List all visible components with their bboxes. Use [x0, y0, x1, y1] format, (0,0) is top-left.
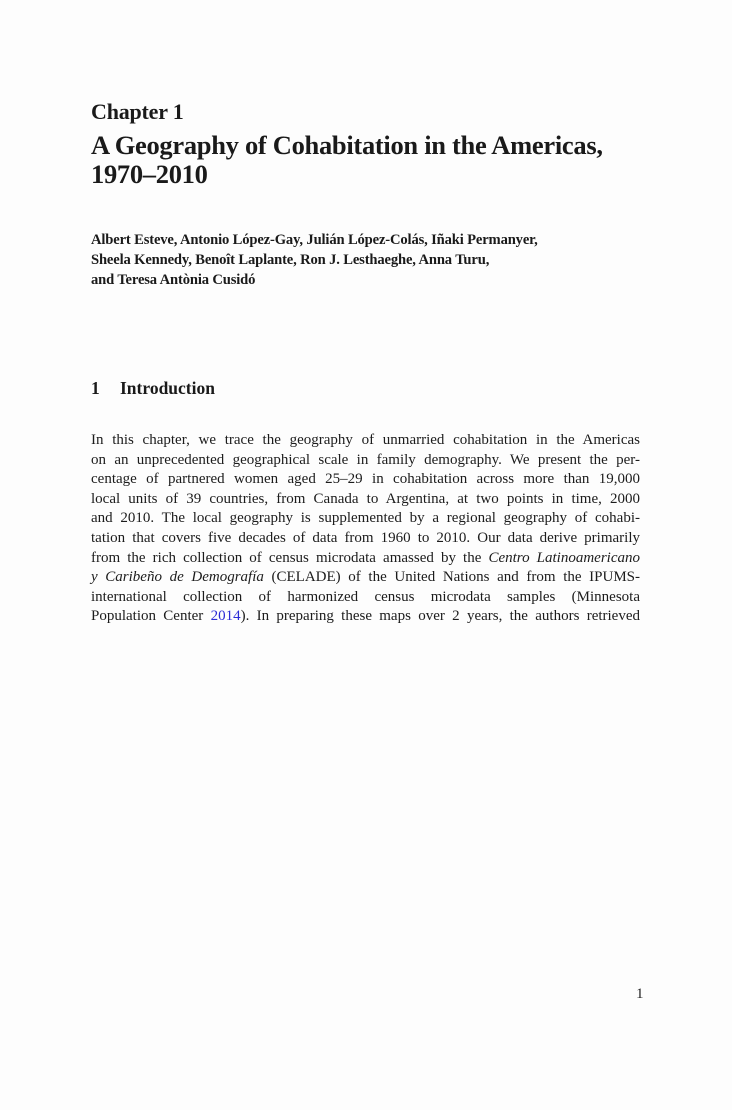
institution-name-italic: Centro Latinoamericano: [488, 549, 640, 566]
chapter-title-line-2: 1970–2010: [91, 158, 208, 189]
author-line-3: and Teresa Antònia Cusidó: [91, 272, 256, 288]
body-line: and 2010. The local geography is supplemented by a regional geography of cohabi-: [91, 510, 640, 527]
body-text-run: from the rich collection of census microdata amassed by the: [91, 549, 489, 566]
author-line-2: Sheela Kennedy, Benoît Laplante, Ron J. Lesthaeghe, Anna Turu,: [91, 252, 490, 268]
chapter-title: [91, 131, 671, 188]
body-line: [91, 568, 640, 588]
body-line: on an unprecedented geographical scale in family demography. We present the per-: [91, 451, 640, 468]
body-line: [91, 549, 640, 569]
body-line: tation that covers five decades of data from 1960 to 2010. Our data derive primarily: [91, 529, 640, 546]
body-line: local units of 39 countries, from Canada to Argentina, at two points in time, 2000: [91, 490, 640, 507]
institution-name-italic: y Caribeño de Demografía: [91, 569, 264, 586]
chapter-label: Chapter 1: [91, 99, 184, 124]
page-number: 1: [636, 986, 644, 1002]
chapter-title-line-1: A Geography of Cohabitation in the Americas,: [91, 130, 603, 160]
body-text-run: (CELADE) of the United Nations and from the IPUMS-: [263, 569, 640, 586]
author-list: [91, 230, 651, 290]
section-number: 1: [91, 378, 100, 398]
body-line: centage of partnered women aged 25–29 in cohabitation across more than 19,000: [91, 471, 640, 488]
section-title: Introduction: [120, 378, 215, 398]
citation-link-2014[interactable]: 2014: [210, 608, 241, 625]
body-line: [91, 607, 640, 627]
author-line-1: Albert Esteve, Antonio López-Gay, Julián López-Colás, Iñaki Permanyer,: [91, 232, 538, 248]
body-text-run: Population Center: [91, 608, 211, 625]
body-line: international collection of harmonized census microdata samples (Minnesota: [91, 588, 640, 605]
section-heading: [91, 377, 215, 399]
body-line: In this chapter, we trace the geography of unmarried cohabitation in the Americas: [91, 432, 640, 448]
body-paragraph: [91, 431, 640, 627]
body-text-run: ). In preparing these maps over 2 years, the authors retrieved: [240, 608, 640, 625]
